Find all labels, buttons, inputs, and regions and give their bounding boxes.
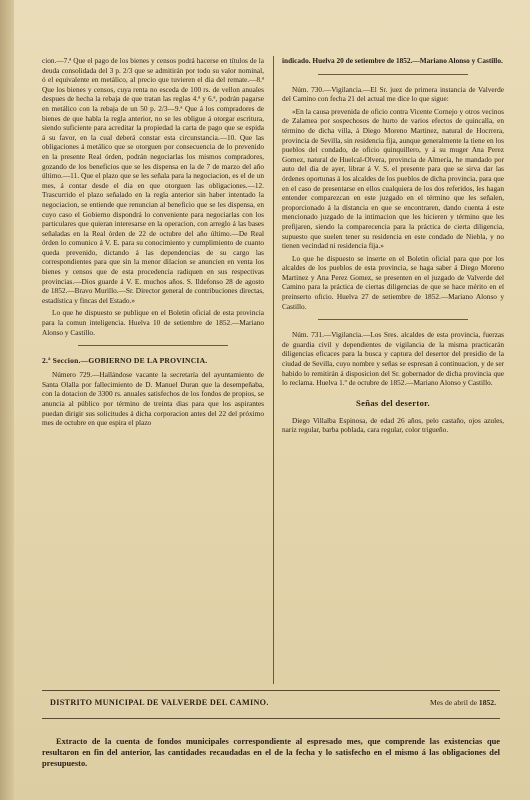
- column-rule: [273, 56, 274, 684]
- divider: [78, 345, 228, 346]
- divider: [318, 74, 468, 75]
- notice-continuation: indicado. Huelva 20 de setiembre de 1852.—Mariano Alonso y Castillo.: [282, 56, 503, 65]
- header-rule-bottom: [42, 718, 500, 719]
- date-prefix: Mes de abril de: [429, 698, 477, 707]
- notice-730-close: Lo que he dispuesto se inserte en el Boletin oficial para que por los alcaldes de los pueblos de esta provincia, se haga saber á Diego Moreno Martinez y Ana Perez Gomez, se presenten en el juzgado de Valverde del Camino para la práctica de ciertas diligencias de que se hace mérito en el preinserto oficio. Huelva 27 de setiembre de 1852.—Mariano Alonso y Castillo.: [282, 253, 504, 311]
- notice-729: Número 729.—Hallándose vacante la secretaría del ayuntamiento de Santa Olalla por fallecimiento de D. Manuel Duran que la desempeñaba, con la dotacion de 3300 rs. anuales satisfechos de los fondos de propios, se anuncia al público por término de treinta dias para que los aspirantes puedan dirigir sus solicitudes á dicha corporacion antes del 22 del próximo mes de octubre en que espira el plazo: [42, 370, 264, 428]
- district-title: DISTRITO MUNICIPAL DE VALVERDE DEL CAMINO.: [50, 698, 269, 707]
- binding-edge: [0, 0, 14, 800]
- notice-730-body: «En la causa prevenida de oficio contra Vicente Cornejo y otros vecinos de Zalamea por sospechosos de hurto de varios efectos de quincalla, en término de dicha villa, á Diego Moreno Martinez, natural de Hocrrera, provincia de Sevilla, sin residencia fija, aunque generalmente la tiene en los pueblos del condado, de oficio quinquillero, y á su muger Ana Perez Gomez, natural de Huelcal-Olvera, provincia de Almería, he mandado por auto del dia de ayer, librar á V. S. el presente para que se sirva dar las órdenes oportunas á los alcaldes de los pueblos de dicha provincia, para que en el caso de presentarse en ellos cualquiera de los dos referidos, les hagan entender comparezcan en este juzgado en el término que les señalen, proporcionado á la distancia en que se encontraren, dando cuenta á este mencionado juzgado de la intimacion que les hicieren y término que les prefijaren, siendo la comparecencia para la práctica de cierta diligencia, supuesto que suelen tener su residencia en este condado de Niebla, y no tienen vecindad ni residencia fija.»: [282, 106, 504, 251]
- deserter-description: Diego Villalba Espinosa, de edad 26 años, pelo castaño, ojos azules, nariz regular, barba poblada, cara regular, color trigueño.: [282, 415, 504, 435]
- section-heading: 2.ª Seccion.—GOBIERNO DE LA PROVINCIA.: [42, 356, 208, 366]
- district-date: [430, 698, 496, 707]
- header-rule-top: [42, 690, 500, 691]
- extract-heading: Extracto de la cuenta de fondos municipales correspondiente al espresado mes, que comprende las existencias que resultaron en fin del anterior, las cantidades recaudadas en el de la fecha y lo satisfecho en el mismo á las obligaciones del presupuesto.: [42, 737, 500, 768]
- deserter-description-title: Señas del desertor.: [356, 397, 430, 408]
- divider: [318, 319, 468, 320]
- notice-731: Núm. 731.—Vigilancia.—Los Sres. alcaldes de esta provincia, fuerzas de guardia civil y dependientes de vigilancia de la misma practicarán diligencias eficaces para la busca y captura del desertor del presidio de la ciudad de Sevilla, cuyo nombre y señas se espresan á continuacion, y de ser habido lo remitirán á disposicion del Sr. gobernador de dicha provincia que lo reclama. Huelva 1.º de octubre de 1852.—Mariano Alonso y Castillo.: [282, 330, 504, 388]
- two-column-body: [42, 56, 504, 684]
- right-column: [282, 56, 504, 684]
- left-column: [42, 56, 264, 684]
- notice-730-intro: Núm. 730.—Vigilancia.—El Sr. juez de primera instancia de Valverde del Camino con fecha 21 del actual me dice lo que sigue:: [282, 84, 504, 104]
- publication-note: Lo que he dispuesto se publique en el Boletin oficial de esta provincia para la comun inteligencia. Huelva 10 de setiembre de 1852.—Mariano Alonso y Castillo.: [42, 308, 264, 337]
- district-header: [42, 690, 500, 720]
- royal-order-text: cion.—7.ª Que el pago de los bienes y censos podrá hacerse en títulos de la deuda consolidada del 3 p. 2/3 que se admitirán por todo su valor nominal, ó el equivalente en metálico, al precio que tuvieren el dia del remate.—8.ª Que los bienes y censos, cuya renta no esceda de 100 rs. de vellon anuales despues de hecha la rebaja de que tratan las reglas 4.ª y 6.ª, podrán pagarse en metálico con la rebaja de un 50 p. 2/3—9.ª Que á los compradores de bienes de que habla la regla anterior, no se les obligue á otorgar escritura, siendo suficiente para acreditar la propiedad la carta de pago que se espida á su favor, en la cual deberá constar esta circunstancia.—10. Que las obligaciones á metálico que se otorguen por consecuencia de lo prevenido en la presente Real órden, podrán negociarlas los mismos compradores, gozando de los beneficios que se les dispensa en la de 7 de marzo del año último.—11. Que el plazo que se les señala para la negociacion, es el de un mes, á contar desde el dia en que otorguen las obligaciones.—12. Trascurrido el plazo señalado en la regla anterior sin haber intentado la negociacion, se entiende que renuncian al beneficio que se les dispensa, en cuyo caso el Gobierno dispondrá lo conveniente para negociarlas con los particulares que quieran interesarse en la operacion, con arreglo á las bases señaladas en la Real órden de 22 de octubre del año último.—De Real órden lo comunico á V. E. para su conocimiento y cumplimiento de cuanto queda prevenido, dictando á las dependencias de su cargo las correspondientes para que sin la menor dilacion se anuncien en venta los bienes y censos que de esta procedencia radiquen en sus respectivas provincias.—Dios guarde á V. E. muchos años. S. Ildefonso 28 de agosto de 1852.—Bravo Murillo.—Sr. Director general de contribuciones directas, estadística y fincas del Estado.»: [42, 56, 264, 305]
- date-year: 1852.: [478, 698, 496, 707]
